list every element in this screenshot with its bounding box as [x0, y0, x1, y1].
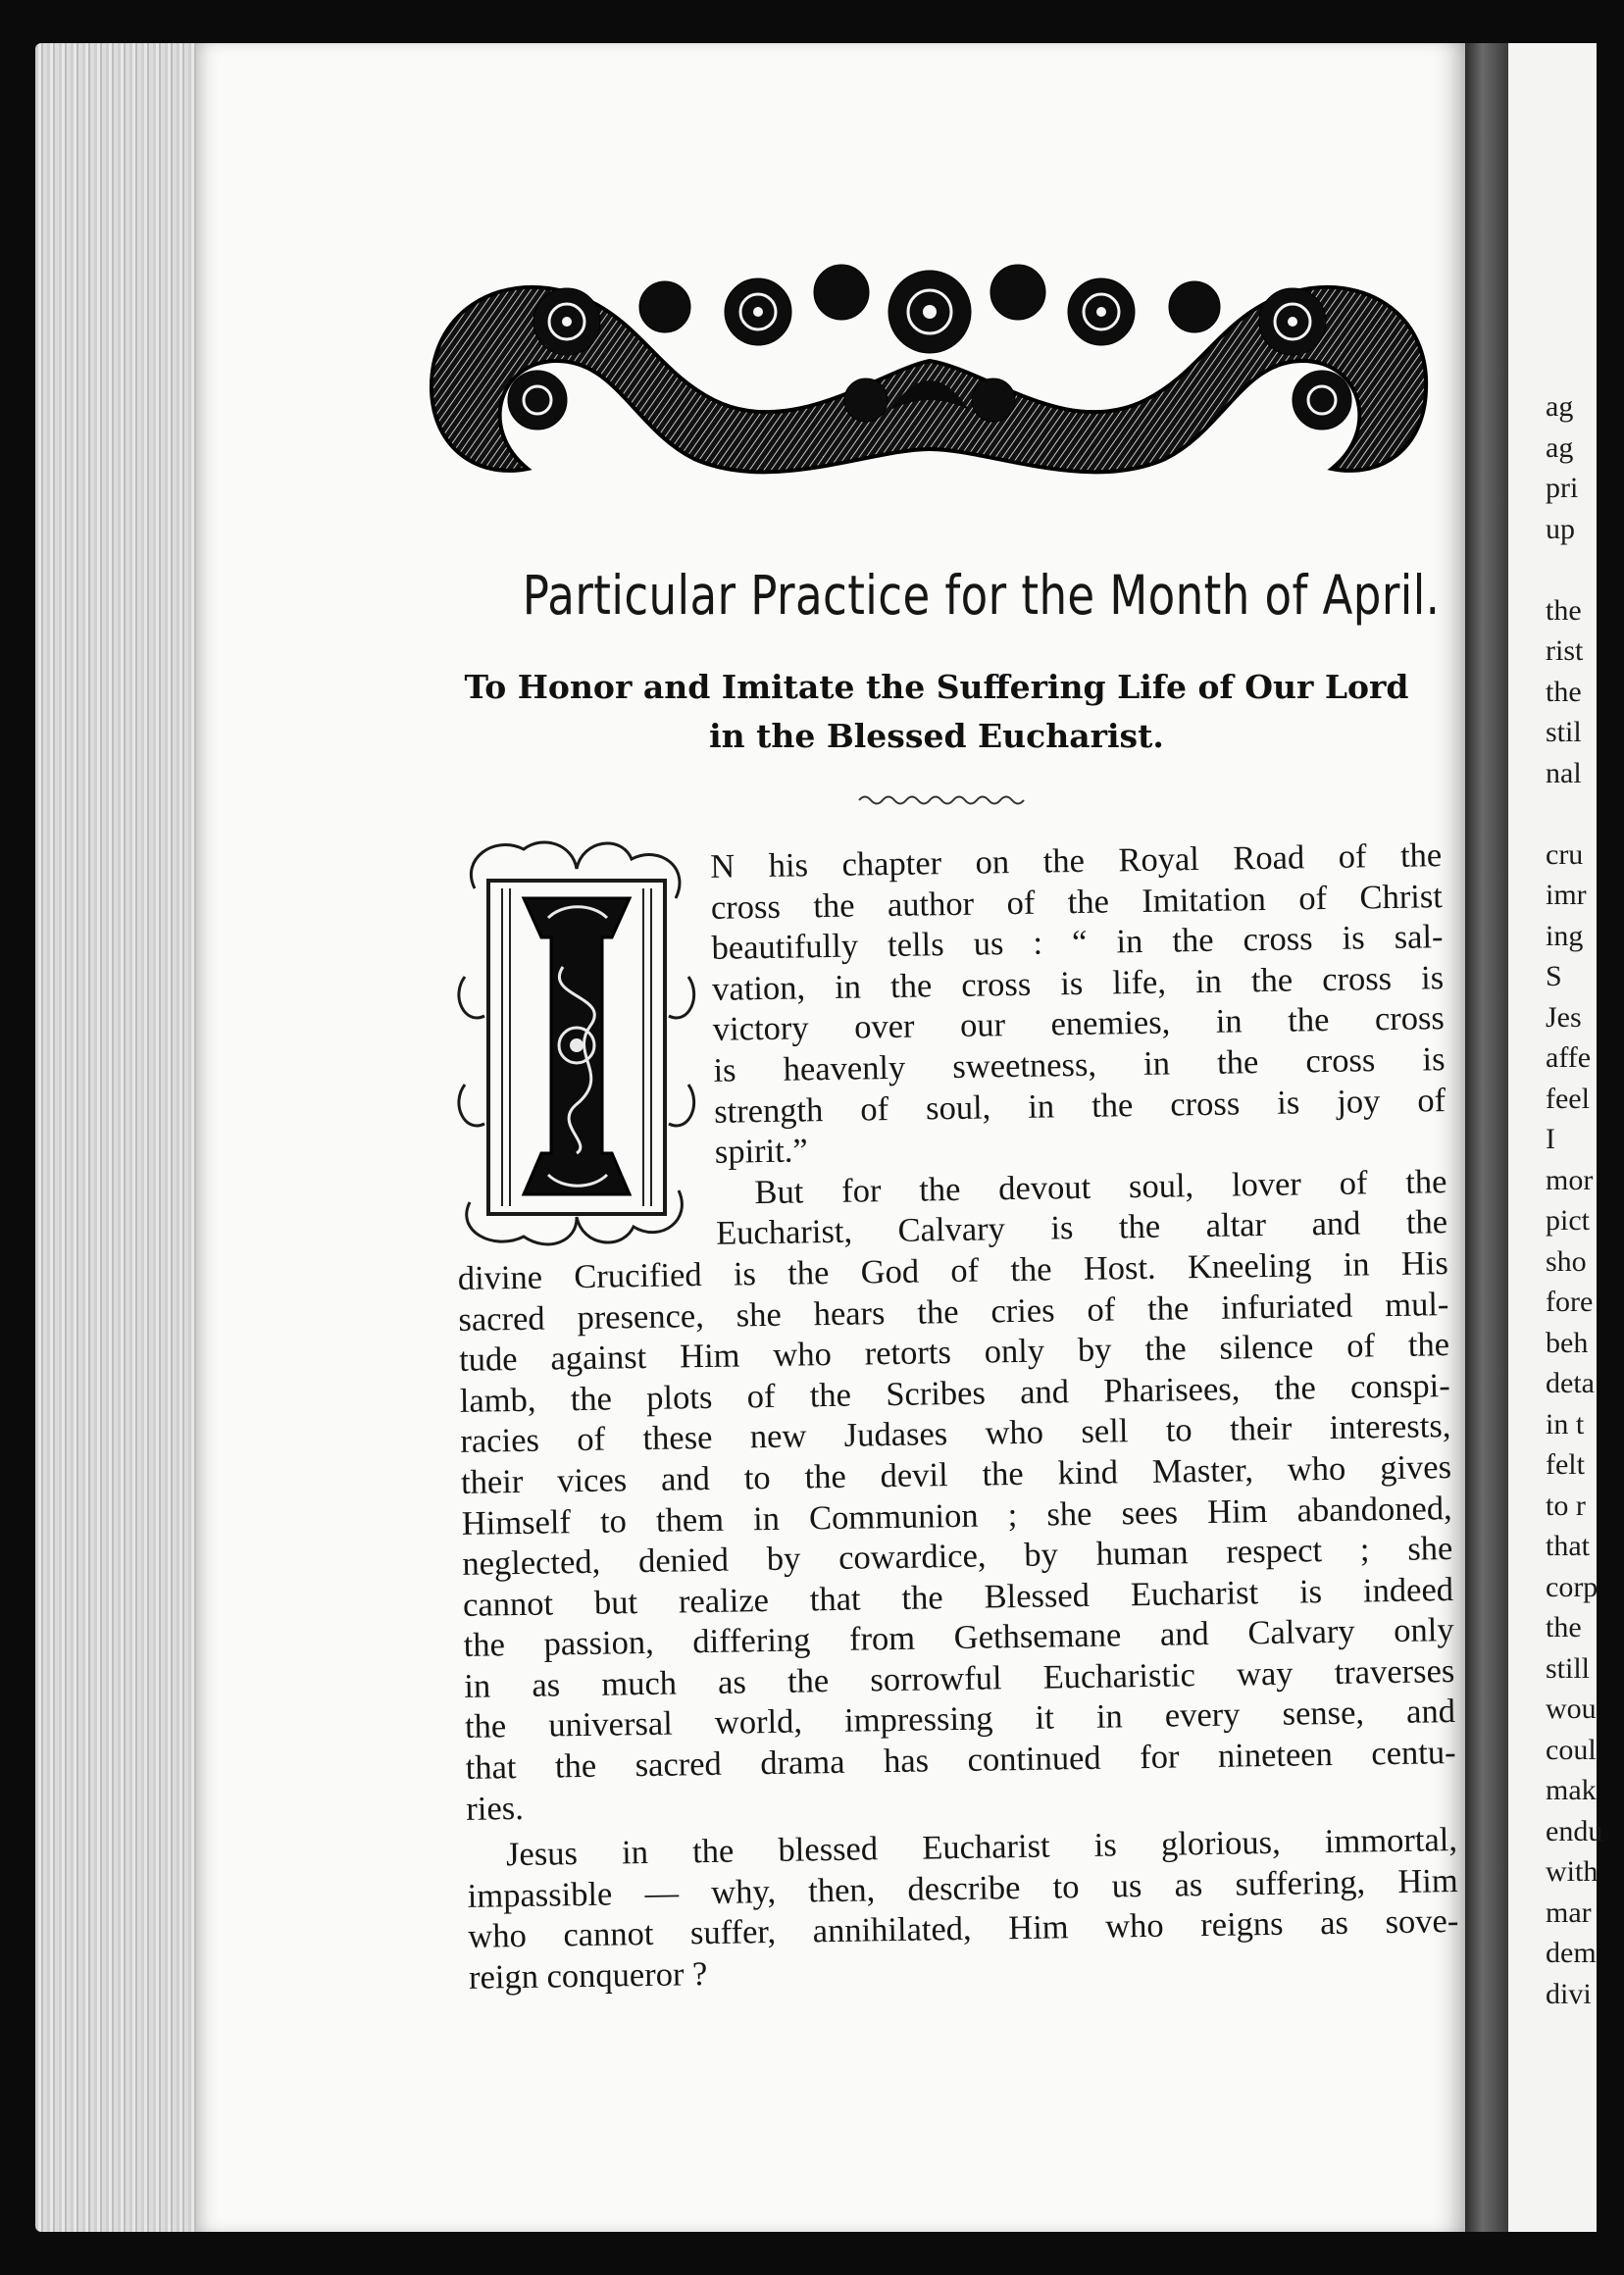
facing-page-fragment: mak: [1546, 1774, 1597, 1806]
facing-page-fragment: endu: [1546, 1814, 1603, 1847]
paragraph-3-line: Jesus in the blessed Eucharist is glorious, immortal,: [505, 1821, 1458, 1874]
facing-page-fragment: sho: [1546, 1244, 1587, 1278]
facing-page-fragment: I: [1546, 1123, 1555, 1155]
facing-page-fragment: fore: [1546, 1286, 1594, 1318]
paragraph-2-line: sacred presence, she hears the cries of the infuriated mul-: [458, 1285, 1449, 1339]
paragraph-2-line: lamb, the plots of the Scribes and Pharisees, the conspi-: [459, 1366, 1450, 1420]
paragraph-1-line: cross the author of the Imitation of Christ: [710, 877, 1444, 927]
facing-page-fragment: [1546, 793, 1624, 834]
paragraph-3-line: who cannot suffer, annihilated, Him who reigns as sove-: [468, 1902, 1459, 1956]
facing-page-fragment: cru: [1546, 837, 1584, 871]
paragraph-2-line: in as much as the sorrowful Eucharistic way traverses: [464, 1651, 1455, 1705]
paragraph-2-line: that the sacred drama has continued for nineteen centu-: [465, 1734, 1456, 1787]
facing-page-fragment: coul: [1546, 1733, 1597, 1766]
facing-page-fragment: affe: [1546, 1041, 1592, 1074]
facing-page-fragment: felt: [1546, 1448, 1585, 1481]
facing-page-fragment: ag: [1546, 430, 1574, 464]
facing-page-fragment: that: [1546, 1530, 1590, 1562]
facing-page-fragment: corp: [1546, 1570, 1599, 1603]
facing-page: [1508, 43, 1603, 2232]
facing-page-fragment: mor: [1546, 1163, 1594, 1196]
floral-headpiece-ornament: [420, 253, 1438, 494]
paragraph-2-line: the universal world, impressing it in every sense, and: [464, 1693, 1456, 1746]
paragraph-2-line: ries.: [466, 1789, 525, 1828]
paragraph-1-line: victory over our enemies, in the cross: [712, 999, 1446, 1049]
facing-page-fragment: feel: [1546, 1082, 1590, 1115]
book-gutter: [1465, 43, 1508, 2232]
facing-page-fragment: in t: [1546, 1407, 1585, 1441]
paragraph-2-line: tude against Him who retorts only by the silence of the: [458, 1326, 1450, 1380]
paragraph-2-line: But for the devout soul, lover of the: [754, 1162, 1447, 1211]
subtitle-line-1: To Honor and Imitate the Suffering Life of Our Lord: [464, 668, 1409, 706]
facing-page-fragment: [1546, 549, 1624, 590]
paragraph-1-line: strength of soul, in the cross is joy of: [713, 1081, 1446, 1131]
paragraph-3-line: impassible — why, then, describe to us as suffering, Him: [467, 1861, 1458, 1915]
paragraph-2-line: the passion, differing from Gethsemane and Calvary only: [463, 1611, 1454, 1665]
facing-page-fragments: [1546, 386, 1624, 2014]
facing-page-fragment: dem: [1546, 1937, 1597, 1969]
facing-page-fragment: nal: [1546, 756, 1582, 789]
facing-page-fragment: pri: [1546, 472, 1579, 504]
paragraph-1-line: spirit.”: [714, 1132, 809, 1171]
facing-page-fragment: the: [1546, 1611, 1582, 1643]
paragraph-1-line: vation, in the cross is life, in the cross is: [711, 958, 1445, 1008]
paragraph-2-line: neglected, denied by cowardice, by human respect ; she: [462, 1530, 1453, 1584]
facing-page-fragment: beh: [1546, 1326, 1589, 1359]
facing-page-fragment: with: [1546, 1855, 1599, 1888]
paragraph-2-line: Eucharist, Calvary is the altar and the: [715, 1203, 1448, 1253]
facing-page-fragment: mar: [1546, 1896, 1592, 1929]
paragraph-1-line: is heavenly sweetness, in the cross is: [713, 1040, 1446, 1089]
paragraph-2-line: racies of these new Judases who sell to their interests,: [460, 1407, 1451, 1461]
page-subtitle: [431, 663, 1442, 761]
facing-page-fragment: pict: [1546, 1204, 1590, 1237]
wavy-divider: [855, 790, 1028, 810]
paragraph-2-line: divine Crucified is the God of the Host. Kneeling in His: [457, 1244, 1449, 1297]
subtitle-line-2: in the Blessed Eucharist.: [709, 717, 1164, 755]
paragraph-2-line: their vices and to the devil the kind Master, who gives: [460, 1447, 1452, 1501]
facing-page-fragment: ing: [1546, 919, 1584, 952]
paragraph-3-line: reign conqueror ?: [468, 1955, 708, 1997]
paragraph-1-line: beautifully tells us : “ in the cross is sal-: [711, 918, 1444, 968]
page-title: Particular Practice for the Month of April.: [522, 564, 1441, 627]
facing-page-fragment: S: [1546, 960, 1562, 992]
paragraph-2-line: cannot but realize that the Blessed Eucharist is indeed: [462, 1570, 1454, 1624]
facing-page-fragment: imr: [1546, 879, 1587, 911]
facing-page-fragment: to r: [1546, 1489, 1586, 1522]
facing-page-fragment: the: [1546, 593, 1582, 627]
facing-page-fragment: Jes: [1546, 1000, 1582, 1034]
facing-page-fragment: wou: [1546, 1693, 1597, 1725]
facing-page-fragment: rist: [1546, 634, 1584, 667]
paragraph-1-line: N his chapter on the Royal Road of the: [709, 836, 1443, 885]
paragraph-2-line: Himself to them in Communion ; she sees Him abandoned,: [461, 1489, 1452, 1542]
facing-page-fragment: the: [1546, 675, 1582, 708]
facing-page-fragment: ag: [1546, 390, 1574, 423]
article-body: [451, 835, 1459, 1998]
facing-page-fragment: stil: [1546, 716, 1582, 748]
facing-page-fragment: up: [1546, 512, 1575, 545]
facing-page-fragment: deta: [1546, 1367, 1595, 1399]
facing-page-fragment: still: [1546, 1651, 1591, 1685]
facing-page-fragment: divi: [1546, 1977, 1592, 2010]
